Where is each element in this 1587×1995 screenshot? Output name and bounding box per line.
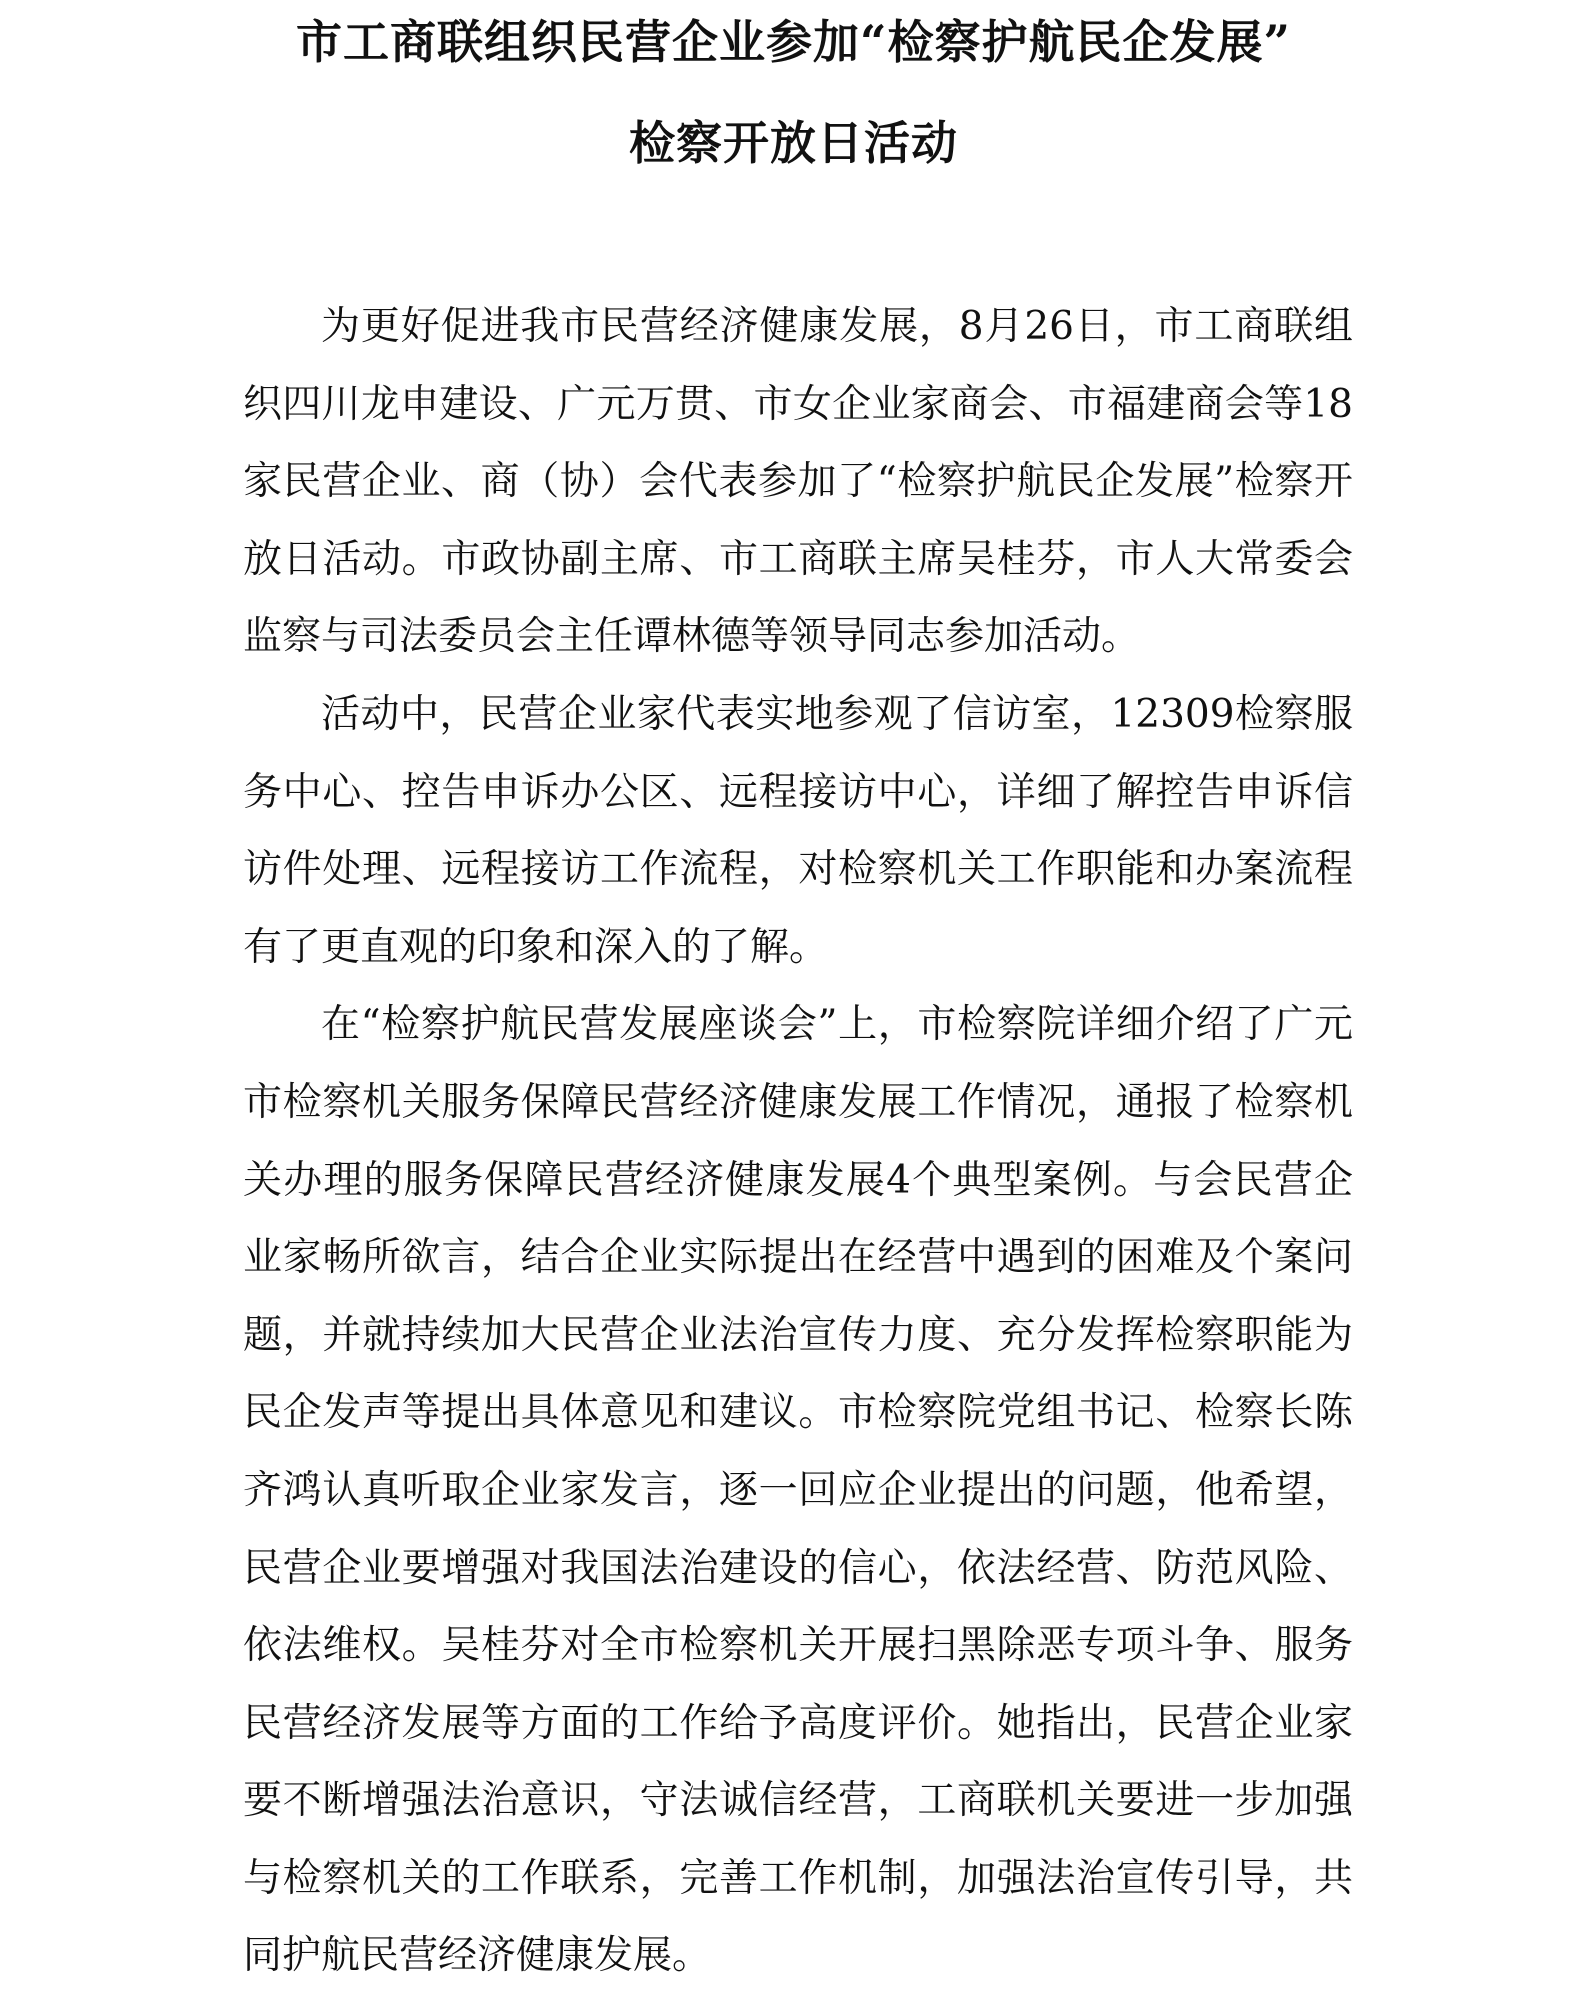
document-title-line-1: 市工商联组织民营企业参加“检察护航民企发展”: [296, 15, 1291, 69]
paragraph-2: 活动中，民营企业家代表实地参观了信访室，12309检察服务中心、控告申诉办公区、远程接访中心，详细了解控告申诉信访件处理、远程接访工作流程，对检察机关工作职能和办案流程有了更直观的印象和深入的了解。: [243, 691, 1353, 970]
paragraph-3: 在“检察护航民营发展座谈会”上，市检察院详细介绍了广元市检察机关服务保障民营经济健康发展工作情况，通报了检察机关办理的服务保障民营经济健康发展4个典型案例。与会民营企业家畅所欲言，结合企业实际提出在经营中遇到的困难及个案问题，并就持续加大民营企业法治宣传力度、充分发挥检察职能为民企发声等提出具体意见和建议。市检察院党组书记、检察长陈齐鸿认真听取企业家发言，逐一回应企业提出的问题，他希望，民营企业要增强对我国法治建设的信心，依法经营、防范风险、依法维权。吴桂芬对全市检察机关开展扫黑除恶专项斗争、服务民营经济发展等方面的工作给予高度评价。她指出，民营企业家要不断增强法治意识，守法诚信经营，工商联机关要进一步加强与检察机关的工作联系，完善工作机制，加强法治宣传引导，共同护航民营经济健康发展。: [243, 1002, 1353, 1979]
document-title-line-2: 检察开放日活动: [629, 116, 958, 170]
document-body: [243, 288, 1353, 1995]
paragraph-1: 为更好促进我市民营经济健康发展，8月26日，市工商联组织四川龙申建设、广元万贯、市女企业家商会、市福建商会等18家民营企业、商（协）会代表参加了“检察护航民企发展”检察开放日活动。市政协副主席、市工商联主席吴桂芬，市人大常委会监察与司法委员会主任谭林德等领导同志参加活动。: [243, 304, 1353, 660]
